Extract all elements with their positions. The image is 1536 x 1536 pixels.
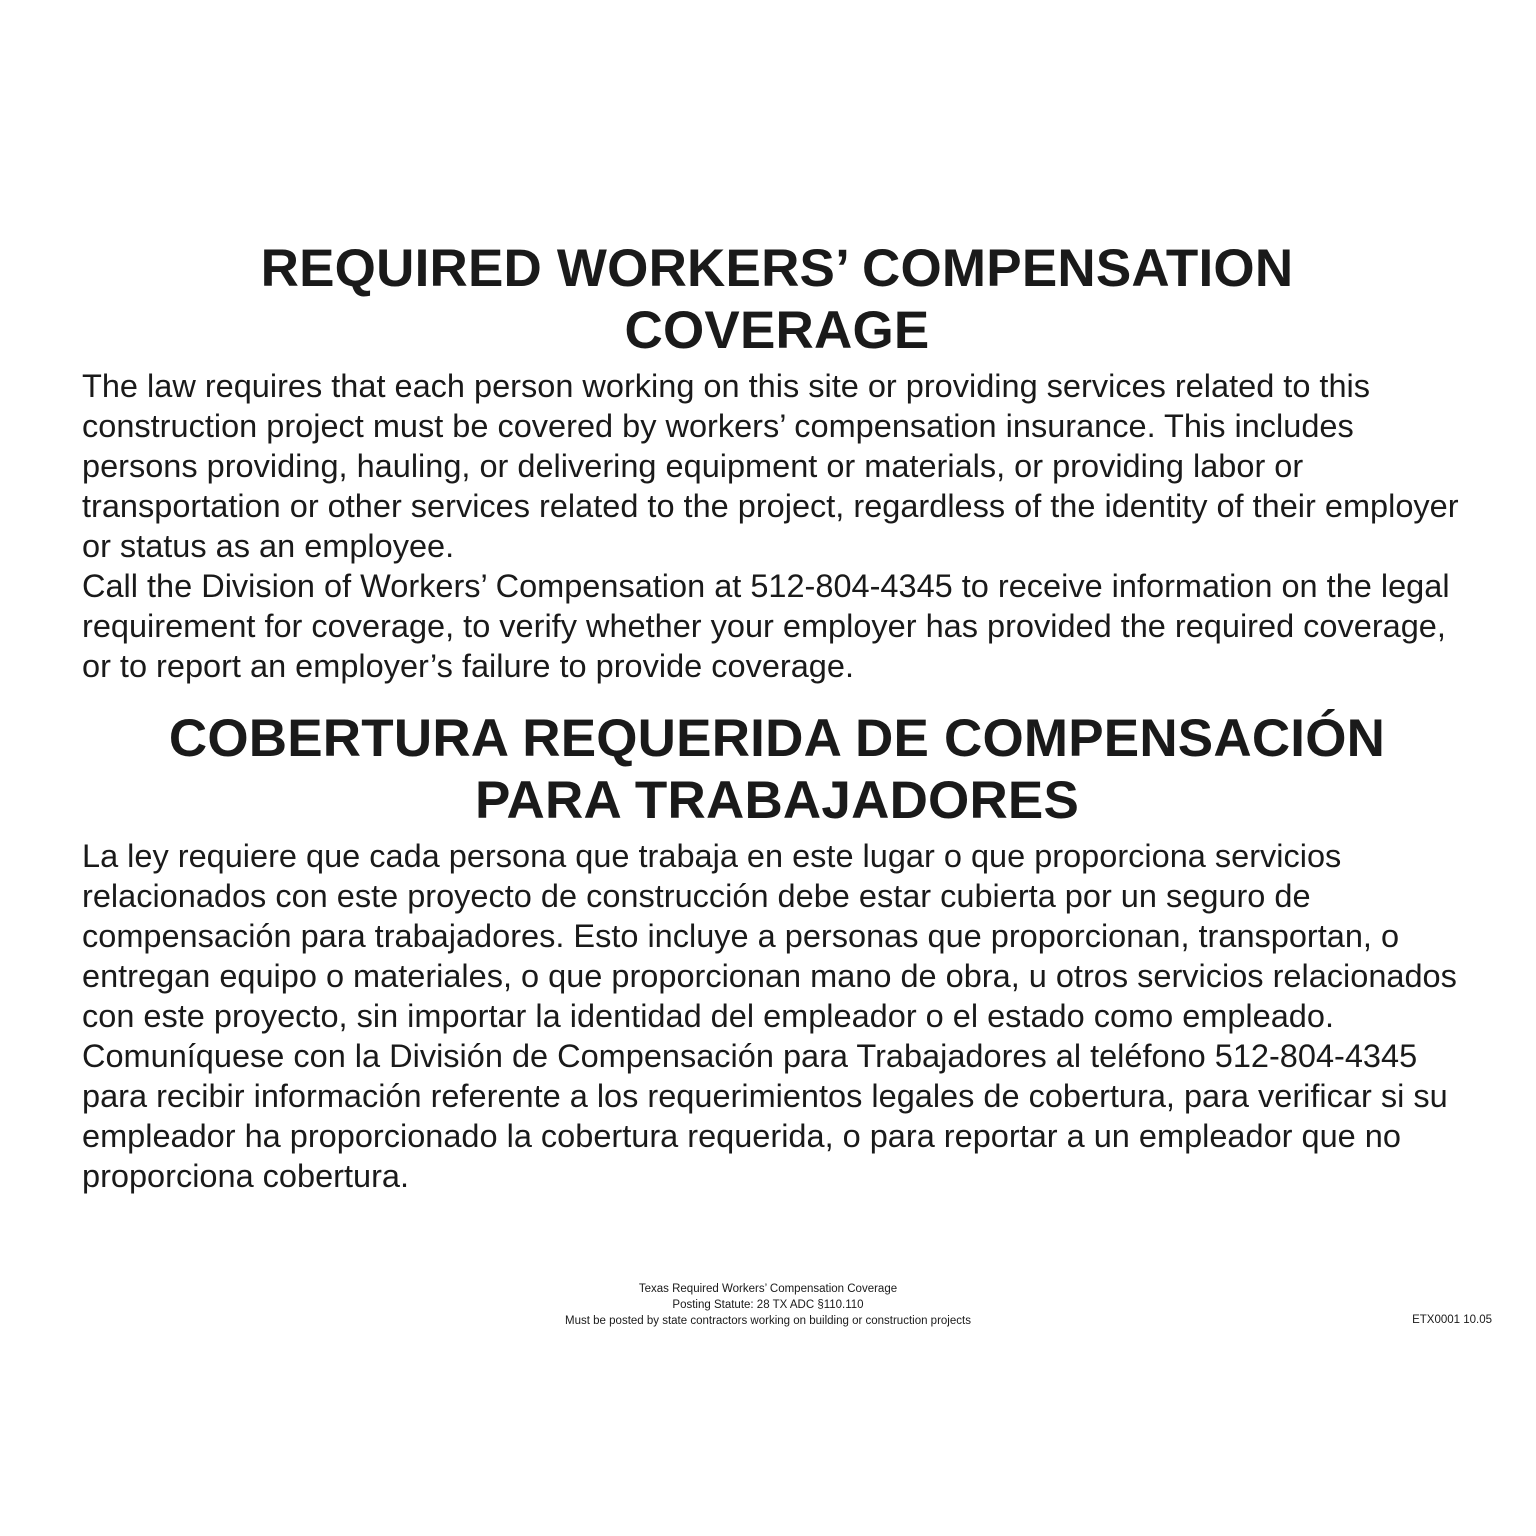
english-heading-line1: REQUIRED WORKERS’ COMPENSATION <box>260 239 1294 298</box>
footer-title: Texas Required Workers’ Compensation Coverage <box>638 1283 898 1295</box>
poster-footer <box>468 1281 1068 1329</box>
spanish-section <box>82 708 1472 1196</box>
spanish-paragraph-coverage: La ley requiere que cada persona que trabaja en este lugar o que proporciona servicios relacionados con este proyecto de construcción debe estar cubierta por un seguro de compensación para trabajadores. Esto incluye a personas que proporcionan, transportan, o entregan equipo o materiales, o que proporcionan mano de obra, u otros servicios relacionados con este proyecto, sin importar la identidad del empleador o el estado como empleado. <box>82 838 1457 1034</box>
spanish-heading-line1: COBERTURA REQUERIDA DE COMPENSACIÓN <box>168 709 1386 768</box>
spanish-paragraph-contact: Comuníquese con la División de Compensación para Trabajadores al teléfono 512-804-4345 para recibir información referente a los requerimientos legales de cobertura, para verificar si su empleador ha proporcionado la cobertura requerida, o para reportar a un empleador que no proporciona cobertura. <box>82 1038 1448 1194</box>
footer-posting-note: Must be posted by state contractors working on building or construction projects <box>565 1315 971 1327</box>
spanish-heading <box>82 708 1472 832</box>
footer-statute: Posting Statute: 28 TX ADC §110.110 <box>672 1299 864 1311</box>
spanish-heading-line2: PARA TRABAJADORES <box>474 771 1080 830</box>
english-section <box>82 238 1472 686</box>
english-paragraph-coverage: The law requires that each person working on this site or providing services related to this construction project must be covered by workers’ compensation insurance. This includes persons providing, hauling, or delivering equipment or materials, or providing labor or transportation or other services related to the project, regardless of the identity of their employer or status as an employee. <box>82 368 1459 564</box>
english-paragraph-contact: Call the Division of Workers’ Compensation at 512-804-4345 to receive information on the legal requirement for coverage, to verify whether your employer has provided the required coverage, or to report an employer’s failure to provide coverage. <box>82 568 1450 684</box>
form-code: ETX0001 10.05 <box>1412 1314 1492 1326</box>
english-heading-line2: COVERAGE <box>624 301 930 360</box>
english-heading <box>82 238 1472 362</box>
